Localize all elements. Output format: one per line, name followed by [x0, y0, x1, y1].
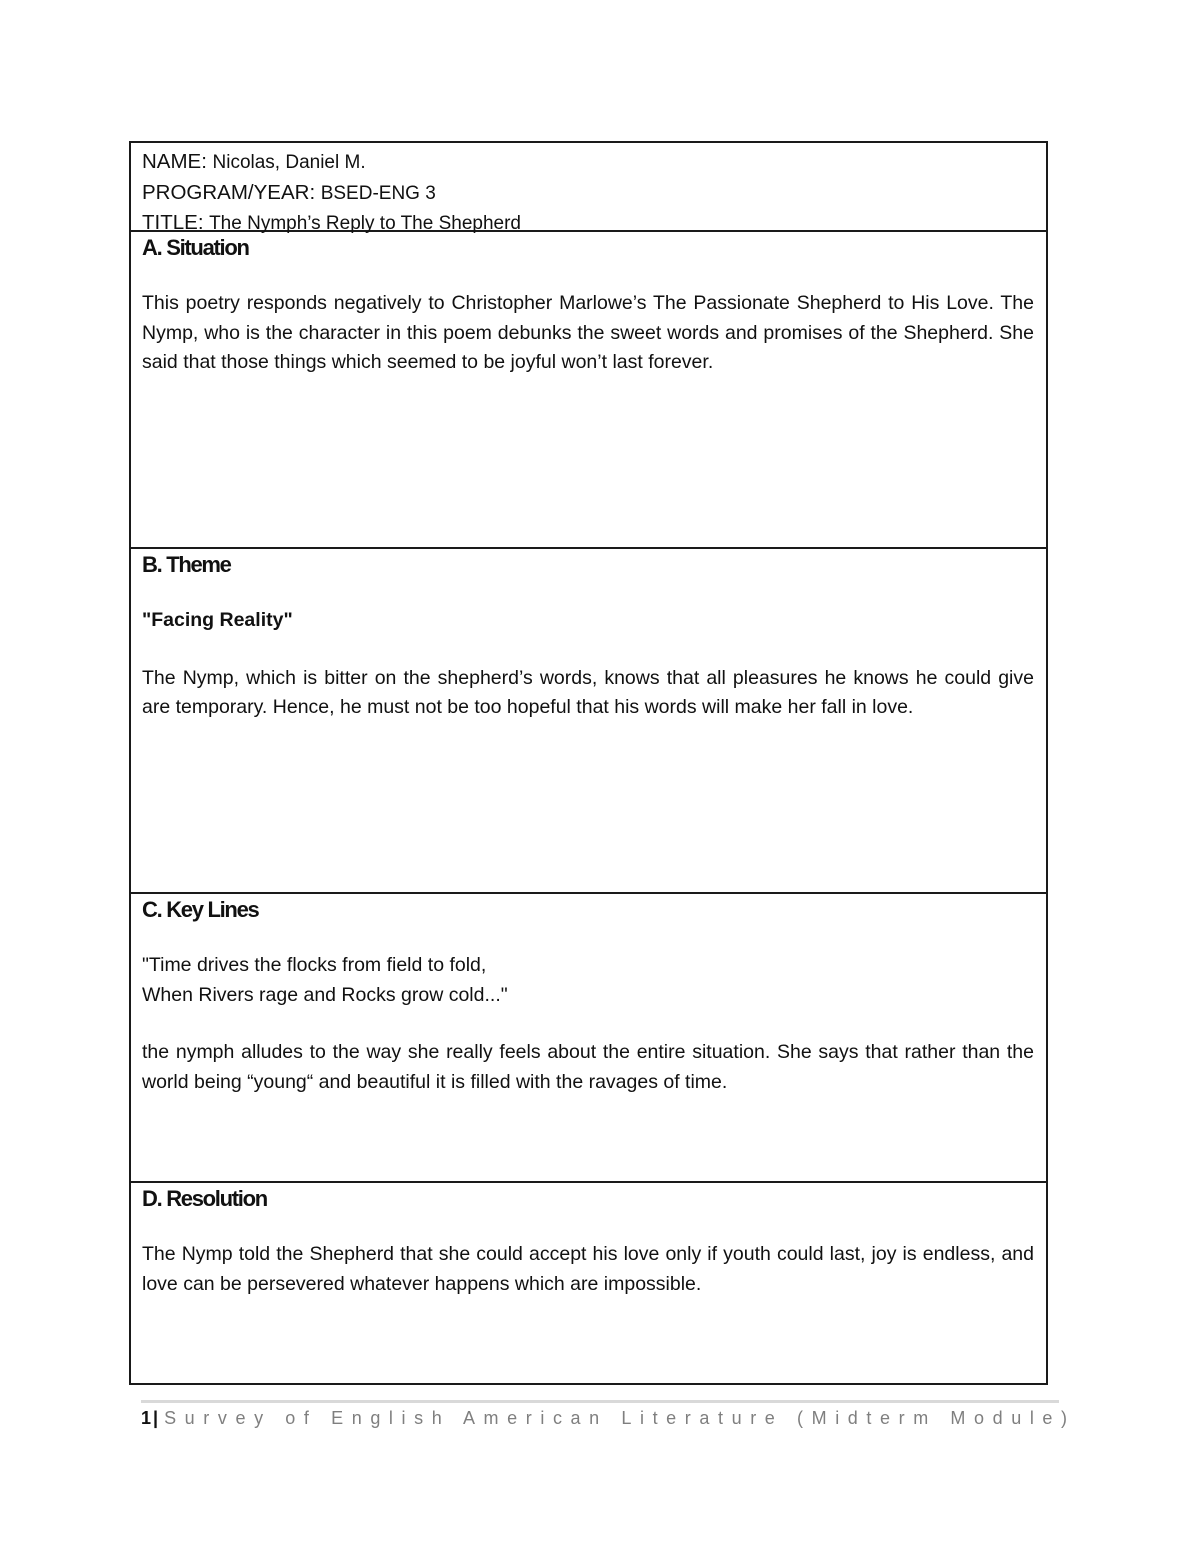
key-lines-section: [131, 896, 1046, 1183]
title-label: TITLE:: [142, 211, 204, 234]
page-number: 1: [141, 1408, 152, 1428]
resolution-heading: D. Resolution: [142, 1186, 267, 1211]
theme-body: The Nymp, which is bitter on the shepherd’s words, knows that all pleasures he knows he could give are temporary. Hence, he must not be too hopeful that his words will make her fall in love.: [142, 666, 1034, 718]
footer-course-title: Survey of English American Literature (Midterm Module): [164, 1408, 1076, 1428]
theme-section: [131, 551, 1046, 894]
name-line: [142, 147, 1034, 178]
key-lines-heading: C. Key Lines: [142, 897, 259, 922]
footer-divider: [141, 1400, 1059, 1403]
situation-body: This poetry responds negatively to Christopher Marlowe’s The Passionate Shepherd to His Love. The Nymp, who is the character in this poem debunks the sweet words and promises of the Shepherd. She said that those things which seemed to be joyful won’t last forever.: [142, 292, 1034, 373]
key-lines-body: the nymph alludes to the way she really feels about the entire situation. She says that rather than the world being “young“ and beautiful it is filled with the ravages of time.: [142, 1041, 1034, 1093]
program-line: [142, 178, 1034, 209]
theme-heading: B. Theme: [142, 552, 231, 577]
key-line-quote-1: "Time drives the flocks from field to fold,: [142, 954, 487, 976]
key-line-quote-2: When Rivers rage and Rocks grow cold...": [142, 983, 508, 1006]
theme-quote: "Facing Reality": [142, 609, 293, 631]
situation-heading: A. Situation: [142, 235, 249, 260]
situation-section: [131, 234, 1046, 549]
program-label: PROGRAM/YEAR:: [142, 180, 316, 204]
program-value: BSED-ENG 3: [320, 182, 436, 204]
worksheet-table: [129, 141, 1048, 1385]
footer-separator: |: [153, 1408, 159, 1428]
resolution-body: The Nymp told the Shepherd that she could accept his love only if youth could last, joy is endless, and love can be persevered whatever happens which are impossible.: [142, 1243, 1034, 1295]
name-value: Nicolas, Daniel M.: [212, 152, 366, 173]
resolution-section: [131, 1185, 1046, 1383]
student-info-row: [131, 143, 1046, 232]
title-value: The Nymph’s Reply to The Shepherd: [209, 213, 521, 234]
page-footer: [141, 1406, 1076, 1430]
name-label: NAME:: [142, 150, 207, 173]
